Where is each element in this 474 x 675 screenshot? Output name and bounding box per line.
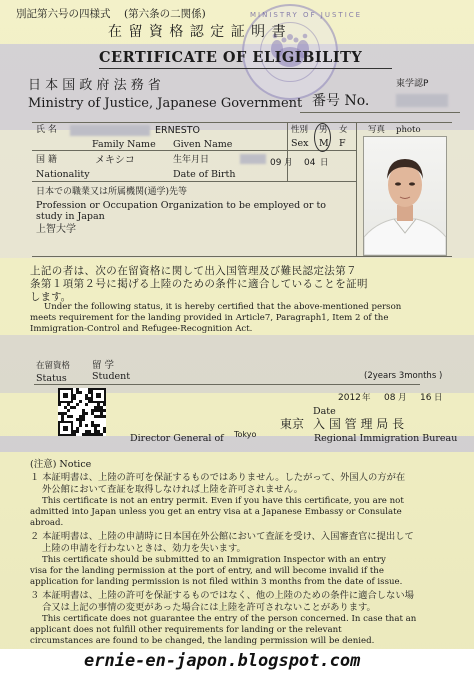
- issue-date-label: Date: [313, 406, 336, 417]
- notice-jp-3-1: ３ 本証明書は、上陸の許可を保証するものではなく、他の上陸のための条件に適合しない場: [30, 590, 414, 601]
- form-label: 別記第六号の四様式: [16, 8, 111, 20]
- redacted-family-name: [70, 125, 150, 136]
- notice-en-2-2: visa for the landing permission at the port of entry, and will become invalid if the: [30, 566, 384, 576]
- title-underline: [99, 68, 392, 69]
- dob-day-unit: 日: [320, 158, 329, 168]
- notice-jp-3-2: 合又は上記の事情の変更があった場合には上陸を許可されないことがあります。: [42, 602, 376, 613]
- issue-day-unit: 日: [434, 393, 443, 403]
- seal-text: MINISTRY OF JUSTICE: [250, 11, 363, 19]
- qr-code: [58, 388, 106, 436]
- notice-en-1-1: This certificate is not an entry permit. Even if you have this certificate, you are not: [42, 496, 404, 506]
- table-line: [356, 122, 357, 256]
- table-line: [32, 122, 452, 123]
- notice-en-3-2: applicant does not fulfill other requirements for landing or the relevant: [30, 625, 342, 635]
- table-line: [32, 181, 356, 182]
- issue-office-en: Regional Immigration Bureau: [314, 433, 458, 444]
- number-label: 番号 No.: [312, 93, 370, 109]
- title-english: CERTIFICATE OF ELIGIBILITY: [99, 49, 363, 66]
- sex-male-en: M: [319, 138, 329, 149]
- nationality-label-jp: 国 籍: [36, 155, 57, 165]
- occupation-label-en-2: study in Japan: [36, 211, 105, 222]
- form-reference: (第六条の二関係): [124, 8, 206, 20]
- given-name-label: Given Name: [173, 139, 233, 150]
- dob-label-en: Date of Birth: [173, 169, 236, 180]
- sex-label-jp: 性別: [291, 125, 309, 135]
- photo-label-en: photo: [396, 125, 421, 135]
- notice-title: (注意) Notice: [30, 459, 92, 470]
- status-label-jp: 在留資格: [36, 361, 71, 371]
- nationality-label-en: Nationality: [36, 169, 90, 180]
- number-code: 東学認P: [396, 79, 429, 89]
- issue-year-unit: 年: [362, 393, 371, 403]
- nationality-value: メキシコ: [95, 155, 135, 166]
- redacted-number: [396, 94, 448, 107]
- notice-jp-1-1: １ 本証明書は、上陸の許可を保証するものではありません。したがって、外国人の方が在: [30, 472, 406, 483]
- applicant-photo: [363, 136, 447, 256]
- occupation-label-en-1: Profession or Occupation Organization to be employed or to: [36, 200, 326, 211]
- table-line: [287, 122, 288, 181]
- issue-place-en: Tokyo: [234, 430, 257, 439]
- photo-label-jp: 写真: [368, 125, 386, 135]
- status-value-jp: 留 学: [92, 360, 115, 371]
- issue-month-unit: 月: [398, 393, 407, 403]
- statement-jp-3: します。: [30, 291, 72, 303]
- statement-jp-1: 上記の者は、次の在留資格に関して出入国管理及び難民認定法第７: [30, 265, 357, 277]
- notice-en-3-3: circumstances are found to be changed, the landing permission will be denied.: [30, 636, 375, 646]
- family-name-label: Family Name: [92, 139, 156, 150]
- number-underline: [300, 112, 460, 113]
- status-period: (2years 3months ): [364, 371, 443, 381]
- notice-en-2-3: application for landing permission is not filed within 3 months from the date of issue.: [30, 577, 403, 587]
- given-name: ERNESTO: [155, 125, 201, 136]
- sex-selection-circle: [314, 123, 331, 152]
- notice-jp-2-2: 上陸の申請を行わないときは、効力を失います。: [42, 543, 246, 554]
- notice-jp-1-2: 外公館において査証を取得しなければ上陸を許可されません。: [42, 484, 303, 495]
- redacted-birth-year: [240, 154, 266, 164]
- sex-male-jp: 男: [319, 125, 328, 135]
- sex-label-en: Sex: [291, 138, 309, 149]
- notice-jp-2-1: ２ 本証明書は、上陸の申請時に日本国在外公館において査証を受け、入国審査官に提出して: [30, 531, 414, 542]
- issue-office-jp: 入 国 管 理 局 長: [313, 417, 405, 431]
- notice-en-1-2: admitted into Japan unless you get an entry visa at a Japanese Embassy or Consulate: [30, 507, 402, 517]
- status-underline: [34, 384, 420, 385]
- blog-watermark: ernie-en-japon.blogspot.com: [84, 651, 361, 671]
- statement-en-1: Under the following status, it is hereby certified that the above-mentioned person: [44, 302, 402, 312]
- statement-jp-2: 条第１項第２号に掲げる上陸のための条件に適合していることを証明: [30, 278, 368, 290]
- dob-month-unit: 月: [284, 158, 293, 168]
- status-label-en: Status: [36, 373, 67, 384]
- notice-en-3-1: This certificate does not guarantee the entry of the person concerned. In case that an: [42, 614, 417, 624]
- sex-female-jp: 女: [339, 125, 348, 135]
- statement-en-2: meets requirement for the landing provided in Article7, Paragraph1, Item 2 of the: [30, 313, 389, 323]
- issue-month: 08: [384, 393, 396, 403]
- table-line: [32, 150, 356, 151]
- issue-year: 2012: [338, 393, 361, 403]
- status-value-en: Student: [92, 371, 131, 382]
- ministry-japanese: 日 本 国 政 府 法 務 省: [28, 78, 161, 93]
- occupation-value: 上智大学: [36, 224, 76, 235]
- name-label-jp: 氏 名: [36, 125, 57, 135]
- dob-month: 09: [270, 158, 282, 168]
- title-japanese: 在 留 資 格 認 定 証 明 書: [108, 24, 287, 40]
- dob-label-jp: 生年月日: [173, 155, 210, 165]
- table-line: [32, 256, 452, 257]
- issue-day: 16: [420, 393, 432, 403]
- footer-strip: [0, 649, 474, 675]
- issue-place-jp: 東京: [280, 417, 305, 431]
- notice-en-1-3: abroad.: [30, 518, 64, 528]
- issue-director-en: Director General of: [130, 433, 224, 444]
- dob-day: 04: [304, 158, 316, 168]
- ministry-english: Ministry of Justice, Japanese Government: [28, 96, 303, 111]
- notice-en-2-1: This certificate should be submitted to an Immigration Inspector with an entry: [42, 555, 386, 565]
- statement-en-3: Immigration-Control and Refugee-Recognition Act.: [30, 324, 253, 334]
- occupation-label-jp: 日本での職業又は所属機関(通学)先等: [36, 187, 188, 197]
- sex-female-en: F: [339, 138, 346, 149]
